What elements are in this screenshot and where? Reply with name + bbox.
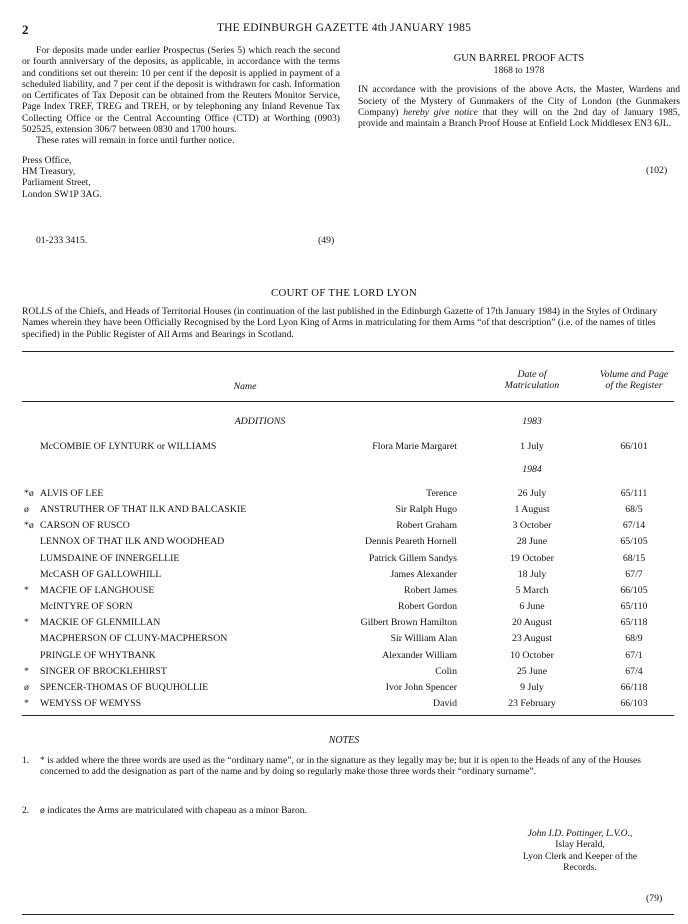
note-1-text: * is added where the three words are used as the “ordinary name”, or in the signature as they legally may be; but it is open to the Heads of any of the Houses concerned to add the designation as part of the name and by doing so regularly make those three words their “ordinary surname”. (40, 755, 642, 778)
signatory-title: Records. (563, 861, 597, 873)
row-volume-page: 67/14 (622, 520, 646, 532)
col-header-volume-line1: Volume and Page (599, 369, 669, 380)
gun-barrel-text-end: that they will on the 2nd day of January 1985, provide and maintain a Branch Proof House at Enfield Lock Middlesex EN3 6JL. (358, 106, 680, 130)
row-volume-page: 66/101 (620, 441, 648, 452)
table-row (0, 567, 688, 583)
row-given-names: Alexander William (382, 649, 457, 661)
col-header-volume-line2: of the Register (605, 380, 663, 392)
row-volume-page: 65/111 (620, 488, 648, 499)
row-volume-page: 68/9 (625, 633, 643, 645)
row-name: MACPHERSON OF CLUNY-MACPHERSON (40, 633, 228, 645)
gun-barrel-text: IN accordance with the provisions of the above Acts, the Master, Wardens and Society of the Mystery of Gunmakers of the City of London (the Gunmakers Company) (358, 84, 680, 118)
row-name: McCOMBIE OF LYNTURK or WILLIAMS (40, 441, 217, 452)
row-name: PRINGLE OF WHYTBANK (40, 649, 156, 661)
row-date: 18 July (517, 568, 547, 580)
row-name: MACFIE OF LANGHOUSE (40, 584, 155, 596)
signature-block (480, 828, 680, 873)
row-date: 5 March (515, 584, 549, 596)
treasury-notice (22, 45, 340, 200)
table-row (0, 439, 688, 455)
table-row (0, 648, 688, 664)
address-line: Parliament Street, (22, 177, 91, 189)
row-mark: * (24, 617, 29, 629)
row-name: LUMSDAINE OF INNERGELLIE (40, 552, 180, 564)
additions-label: ADDITIONS (234, 416, 286, 427)
row-given-names: David (433, 697, 457, 709)
row-given-names: Robert Graham (396, 520, 457, 532)
row-volume-page: 66/103 (620, 697, 648, 709)
table-row (0, 518, 688, 534)
note-2-text: ø indicates the Arms are matriculated with chapeau as a minor Baron. (40, 805, 307, 816)
page-bottom-rule (22, 914, 674, 915)
gun-barrel-italic: hereby give notice (403, 106, 478, 118)
row-name: ANSTRUTHER OF THAT ILK AND BALCASKIE (40, 504, 247, 516)
lyon-intro: ROLLS of the Chiefs, and Heads of Territorial Houses (in continuation of the last published in the Edinburgh Gazette of 17th January 1984) in the Styles of Ordinary Names wherein they have been Officially Recognised by the Lord Lyon King of Arms in matriculating for them Arms “of that description” (i.e. of the names of titles specified) in the Public Register of All Arms and Bearings in Scotland. (22, 306, 658, 340)
col-header-date-line2: Matriculation (504, 380, 560, 392)
row-given-names: James Alexander (390, 568, 457, 580)
col-header-date-line1: Date of (517, 369, 547, 380)
gun-barrel-notice (358, 52, 680, 129)
table-bottom-rule (22, 715, 674, 716)
row-name: CARSON OF RUSCO (40, 520, 130, 532)
table-row (0, 599, 688, 615)
signatory-title: Lyon Clerk and Keeper of the (522, 850, 638, 862)
col-header-name: Name (233, 381, 257, 392)
row-date: 23 August (511, 633, 552, 645)
table-row (0, 502, 688, 518)
col-header-volume (580, 369, 688, 392)
row-volume-page: 65/118 (620, 617, 648, 629)
row-volume-page: 67/4 (625, 665, 643, 677)
row-date: 26 July (517, 488, 547, 499)
row-given-names: Dennis Peareth Hornell (365, 536, 457, 548)
row-name: McCASH OF GALLOWHILL (40, 568, 162, 580)
gazette-title: THE EDINBURGH GAZETTE 4th JANUARY 1985 (216, 22, 472, 34)
note-2 (22, 805, 672, 816)
row-given-names: Patrick Gillem Sandys (368, 552, 457, 564)
row-date: 3 October (512, 520, 552, 532)
table-row (0, 696, 688, 712)
lyon-title: COURT OF THE LORD LYON (270, 287, 418, 299)
row-volume-page: 66/105 (620, 584, 648, 596)
row-date: 9 July (520, 681, 544, 693)
table-top-rule (22, 351, 674, 352)
table-row (0, 583, 688, 599)
row-volume-page: 67/7 (625, 568, 643, 580)
row-date: 23 February (508, 697, 556, 709)
table-row (0, 551, 688, 567)
row-date: 19 October (510, 552, 554, 564)
row-given-names: Terence (426, 488, 457, 499)
note-1 (22, 755, 672, 778)
row-date: 20 August (511, 617, 552, 629)
gun-barrel-body (358, 84, 680, 129)
row-given-names: Ivor John Spencer (385, 681, 457, 693)
year-1983: 1983 (522, 416, 542, 427)
row-given-names: Gilbert Brown Hamilton (360, 617, 457, 629)
row-date: 25 June (516, 665, 548, 677)
gun-barrel-title: GUN BARREL PROOF ACTS (453, 53, 585, 64)
gun-barrel-ref: (102) (646, 165, 668, 176)
row-name: SINGER OF BROCKLEHIRST (40, 665, 167, 677)
table-header-rule (22, 401, 674, 402)
row-given-names: Sir Ralph Hugo (395, 504, 457, 516)
row-volume-page: 68/5 (625, 504, 643, 516)
row-volume-page: 65/110 (620, 601, 648, 613)
signatory-name: John I.D. Pottinger, L.V.O., (527, 828, 633, 839)
treasury-ref: (49) (318, 235, 335, 246)
year-1984: 1984 (522, 464, 542, 475)
row-mark: *ø (24, 520, 34, 532)
col-header-date (490, 369, 574, 392)
row-date: 1 August (514, 504, 550, 516)
row-name: McINTYRE OF SORN (40, 601, 133, 613)
table-row (0, 534, 688, 550)
row-given-names: Robert Gordon (397, 601, 457, 613)
gun-barrel-subtitle: 1868 to 1978 (493, 65, 545, 76)
row-given-names: Sir William Alan (390, 633, 457, 645)
address-line: HM Treasury, (22, 165, 76, 177)
page-number: 2 (22, 22, 29, 37)
lyon-ref: (79) (646, 893, 663, 904)
row-given-names: Flora Marie Margaret (372, 441, 457, 452)
row-date: 28 June (516, 536, 548, 548)
address-line: Press Office, (22, 154, 72, 166)
row-volume-page: 67/1 (625, 649, 643, 661)
signatory-title: Islay Herald, (555, 839, 605, 851)
treasury-address (22, 155, 340, 200)
row-given-names: Colin (435, 665, 457, 677)
row-mark: *ø (24, 488, 34, 499)
note-2-number: 2. (22, 805, 30, 816)
treasury-paragraph-1: For deposits made under earlier Prospectus (Series 5) which reach the second or fourth anniversary of the deposits, as applicable, in accordance with the terms and conditions set out therein: 10 per cent if the deposit is applied in payment of a scheduled liability, and 7 per cent if the deposit is withdrawn for cash. Information on Certificates of Tax Deposit can be obtained from the Reuters Monitor Service, Page Index TREF, TREG and TREH, or by telephoning any Inland Revenue Tax Collecting Office or the Central Accounting Office (CTD) at Worthing (0903) 502525, extension 306/7 between 0830 and 1700 hours. (22, 45, 340, 136)
row-name: WEMYSS OF WEMYSS (40, 697, 142, 709)
note-1-number: 1. (22, 755, 30, 766)
address-line: London SW1P 3AG. (22, 188, 102, 200)
row-mark: * (24, 584, 29, 596)
row-volume-page: 68/15 (622, 552, 646, 564)
row-date: 1 July (520, 441, 544, 452)
row-mark: ø (24, 504, 29, 516)
row-date: 10 October (510, 649, 554, 661)
row-name: MACKIE OF GLENMILLAN (40, 617, 161, 629)
row-given-names: Robert James (403, 584, 457, 596)
table-row (0, 680, 688, 696)
row-mark: * (24, 665, 29, 677)
row-name: LENNOX OF THAT ILK AND WOODHEAD (40, 536, 225, 548)
treasury-paragraph-2: These rates will remain in force until further notice. (36, 135, 235, 147)
row-volume-page: 65/105 (620, 536, 648, 548)
row-name: SPENCER-THOMAS OF BUQUHOLLIE (40, 681, 209, 693)
row-name: ALVIS OF LEE (40, 488, 104, 499)
row-mark: * (24, 697, 29, 709)
table-row (0, 631, 688, 647)
notes-title: NOTES (328, 735, 360, 746)
row-date: 6 June (519, 601, 545, 613)
treasury-phone: 01-233 3415. (36, 235, 88, 246)
row-volume-page: 66/118 (620, 681, 648, 693)
table-row (0, 486, 688, 502)
table-row (0, 615, 688, 631)
row-mark: ø (24, 681, 29, 693)
table-row (0, 664, 688, 680)
